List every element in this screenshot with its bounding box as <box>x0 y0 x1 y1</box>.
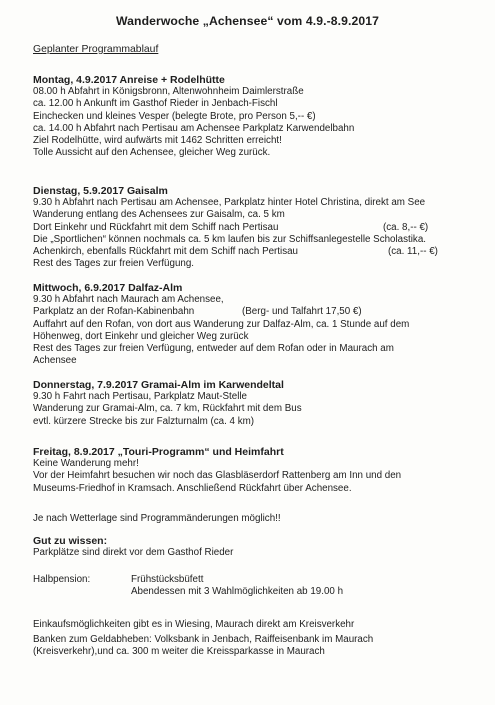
day-line-with-price <box>33 222 483 234</box>
day-line: 9.30 h Fahrt nach Pertisau, Parkplatz Maut-Stelle <box>33 391 248 403</box>
day-line: Tolle Aussicht auf den Achensee, gleicher Weg zurück. <box>33 147 271 159</box>
day-line: Achensee <box>33 355 77 367</box>
day-line: 9.30 h Abfahrt nach Pertisau am Achensee, Parkplatz hinter Hotel Christina, direkt am See <box>33 197 426 209</box>
day-line-text: Achenkirch, ebenfalls Rückfahrt mit dem Schiff nach Pertisau <box>33 246 299 258</box>
halfboard-row <box>33 574 483 586</box>
parking-info: Parkplätze sind direkt vor dem Gasthof Rieder <box>33 547 234 559</box>
day-line: Museums-Friedhof in Kramsach. Anschließend Rückfahrt über Achensee. <box>33 482 352 494</box>
day-monday <box>33 74 483 159</box>
day-line: Höhenweg, dort Einkehr und gleicher Weg zurück <box>33 330 249 342</box>
day-heading: Dienstag, 5.9.2017 Gaisalm <box>33 185 168 197</box>
document-title: Wanderwoche „Achensee“ vom 4.9.-8.9.2017 <box>116 14 379 28</box>
day-line-with-price <box>33 306 483 318</box>
halfboard-label: Halbpension: <box>33 574 91 585</box>
day-heading: Montag, 4.9.2017 Anreise + Rodelhütte <box>33 74 225 86</box>
day-line: ca. 14.00 h Abfahrt nach Pertisau am Achensee Parkplatz Karwendelbahn <box>33 122 355 134</box>
day-thursday <box>33 379 483 428</box>
day-line-with-price <box>33 246 483 258</box>
day-line: Keine Wanderung mehr! <box>33 458 139 470</box>
day-line: Die „Sportlichen“ können nochmals ca. 5 km laufen bis zur Schiffsanlegestelle Scholastika. <box>33 233 426 245</box>
price-note: (ca. 11,-- €) <box>388 246 438 258</box>
day-tuesday <box>33 185 483 270</box>
price-note: (ca. 8,-- €) <box>383 221 429 233</box>
halfboard-info <box>33 574 483 598</box>
day-line: 08.00 h Abfahrt in Königsbronn, Altenwohnheim Daimlerstraße <box>33 86 304 98</box>
day-line: Ziel Rodelhütte, wird aufwärts mit 1462 Schritten erreicht! <box>33 135 282 147</box>
weather-note: Je nach Wetterlage sind Programmänderungen möglich!! <box>33 513 281 524</box>
day-friday <box>33 446 483 495</box>
banks-line: Banken zum Geldabheben: Volksbank in Jenbach, Raiffeisenbank im Maurach <box>33 634 374 645</box>
good-to-know-heading: Gut zu wissen: <box>33 535 108 547</box>
day-line: ca. 12.00 h Ankunft im Gasthof Rieder in Jenbach-Fischl <box>33 98 278 110</box>
day-wednesday <box>33 282 483 367</box>
day-line: Vor der Heimfahrt besuchen wir noch das Glasbläserdorf Rattenberg am Inn und den <box>33 470 402 482</box>
price-note: (Berg- und Talfahrt 17,50 €) <box>242 306 362 318</box>
day-line: Rest des Tages zur freien Verfügung, entweder auf dem Rofan oder in Maurach am <box>33 343 394 355</box>
day-heading: Mittwoch, 6.9.2017 Dalfaz-Alm <box>33 282 183 294</box>
shopping-info: Einkaufsmöglichkeiten gibt es in Wiesing, Maurach direkt am Kreisverkehr <box>33 619 355 631</box>
day-line: Wanderung entlang des Achensees zur Gaisalm, ca. 5 km <box>33 209 285 221</box>
day-heading: Donnerstag, 7.9.2017 Gramai-Alm im Karwendeltal <box>33 379 284 391</box>
day-line: Rest des Tages zur freien Verfügung. <box>33 258 195 270</box>
day-line-text: Parkplatz an der Rofan-Kabinenbahn <box>33 306 195 318</box>
day-line: 9.30 h Abfahrt nach Maurach am Achensee, <box>33 294 224 306</box>
day-heading: Freitag, 8.9.2017 „Touri-Programm“ und Heimfahrt <box>33 446 284 458</box>
day-line: Einchecken und kleines Vesper (belegte Brote, pro Person 5,-- €) <box>33 110 316 122</box>
halfboard-dinner: Abendessen mit 3 Wahlmöglichkeiten ab 19.00 h <box>131 586 344 598</box>
banks-line: (Kreisverkehr),und ca. 300 m weiter die Kreissparkasse in Maurach <box>33 646 325 658</box>
halfboard-row <box>33 586 483 598</box>
banks-info <box>33 634 483 658</box>
day-line: evtl. kürzere Strecke bis zur Falzturnalm (ca. 4 km) <box>33 415 255 427</box>
halfboard-breakfast: Frühstücksbüfett <box>131 574 204 585</box>
day-line-text: Dort Einkehr und Rückfahrt mit dem Schiff nach Pertisau <box>33 221 279 233</box>
day-line: Wanderung zur Gramai-Alm, ca. 7 km, Rückfahrt mit dem Bus <box>33 403 302 415</box>
day-line: Auffahrt auf den Rofan, von dort aus Wanderung zur Dalfaz-Alm, ca. 1 Stunde auf dem <box>33 318 410 330</box>
good-to-know-section <box>33 535 483 559</box>
program-subtitle: Geplanter Programmablauf <box>33 44 159 55</box>
